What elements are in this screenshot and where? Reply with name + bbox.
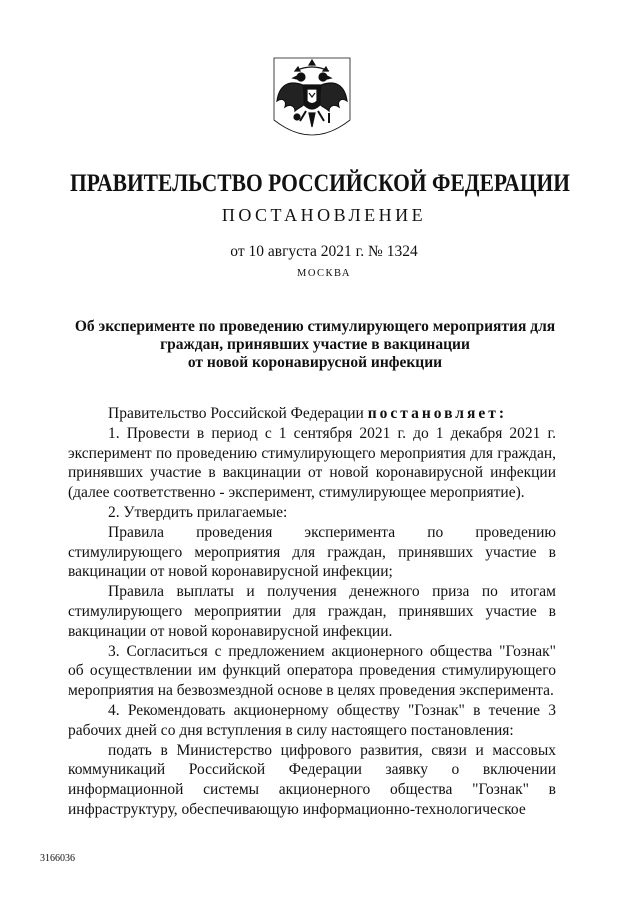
russian-coat-of-arms-icon xyxy=(273,57,351,141)
date-line xyxy=(0,243,640,261)
city: МОСКВА xyxy=(297,268,351,279)
date-prefix: от xyxy=(230,243,245,260)
resolution-title xyxy=(60,318,570,372)
document-body xyxy=(68,404,556,820)
clause-4: 4. Рекомендовать акционерному обществу "Гознак" в течение 3 рабочих дней со дня вступления в силу настоящего постановления: xyxy=(68,701,556,739)
document-date: 10 августа 2021 г. xyxy=(248,243,365,260)
document-type: ПОСТАНОВЛЕНИЕ xyxy=(221,205,427,225)
government-title: ПРАВИТЕЛЬСТВО РОССИЙСКОЙ ФЕДЕРАЦИИ xyxy=(69,170,571,197)
clause-1: 1. Провести в период с 1 сентября 2021 г. до 1 декабря 2021 г. эксперимент по проведению стимулирующего мероприятия для граждан, принявших участие в вакцинации от новой коронавирусной инфекции (далее соответственно - эксперимент, стимулирующее мероприятие). xyxy=(68,424,556,502)
clause-2: 2. Утвердить прилагаемые: xyxy=(108,503,288,521)
clause-2-item-1: Правила проведения эксперимента по проведению стимулирующего мероприятия для граждан, принявших участие в вакцинации от новой коронавирусной инфекции; xyxy=(68,523,556,581)
preamble xyxy=(68,404,556,424)
title-line: от новой коронавирусной инфекции xyxy=(187,354,443,371)
number-sign: № xyxy=(368,243,383,260)
title-line: граждан, принявших участие в вакцинации xyxy=(160,336,470,353)
clause-4-item-1: подать в Министерство цифрового развития, связи и массовых коммуникаций Российской Федерации заявку о включении информационной системы акционерного общества "Гознак" в инфраструктуру, обеспечивающую информационно-технологическое xyxy=(68,741,556,818)
preamble-verb: постановляет: xyxy=(367,405,508,422)
preamble-text: Правительство Российской Федерации xyxy=(108,405,368,422)
clause-2-item-2: Правила выплаты и получения денежного приза по итогам стимулирующего мероприятии для граждан, принявших участие в вакцинации от новой коронавирусной инфекции. xyxy=(68,583,556,640)
clause-3: 3. Согласиться с предложением акционерного общества "Гознак" об осуществлении им функций оператора проведения стимулирующего мероприятия на безвозмездной основе в целях проведения эксперимента. xyxy=(68,642,556,700)
title-line: Об эксперименте по проведению стимулирующего мероприятия для xyxy=(74,318,556,335)
document-number: 1324 xyxy=(386,243,418,260)
footer-code: 3166036 xyxy=(40,853,75,864)
